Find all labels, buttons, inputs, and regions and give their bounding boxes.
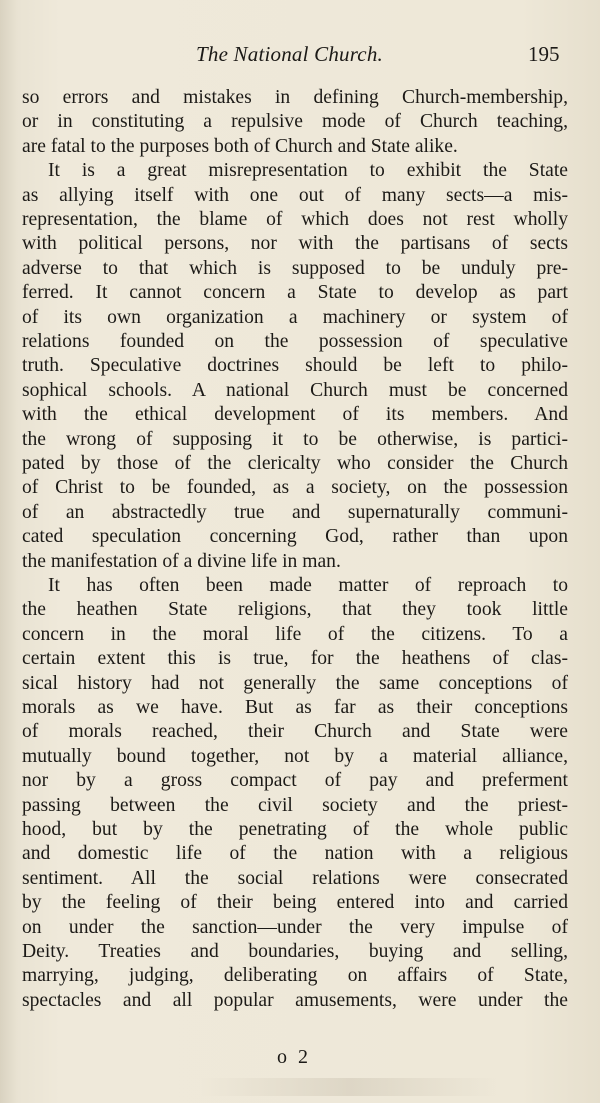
text-line: It is a great misrepresentation to exhibit the State — [48, 160, 568, 182]
text-line: sical history had not generally the same conceptions of — [22, 672, 568, 694]
text-line: sophical schools. A national Church must be concerned — [22, 379, 568, 401]
text-line: and domestic life of the nation with a religious — [22, 843, 568, 865]
text-line: or in constituting a repulsive mode of Church teaching, — [22, 111, 568, 133]
text-line: relations founded on the possession of speculative — [22, 331, 568, 352]
text-line: of an abstractedly true and supernaturally communi- — [22, 501, 568, 523]
text-line: mutually bound together, not by a material alliance, — [22, 745, 568, 767]
text-line: truth. Speculative doctrines should be left to philo- — [22, 355, 568, 377]
text-line: as allying itself with one out of many sects—a mis- — [22, 184, 568, 206]
text-line: nor by a gross compact of pay and preferment — [22, 770, 568, 792]
text-line: with the ethical development of its members. And — [22, 404, 568, 426]
text-line: representation, the blame of which does not rest wholly — [22, 209, 568, 230]
text-line: marrying, judging, deliberating on affairs of State, — [22, 965, 568, 987]
running-head — [0, 42, 600, 74]
text-line: morals as we have. But as far as their conceptions — [22, 697, 568, 718]
text-line: spectacles and all popular amusements, were under the — [22, 989, 568, 1011]
text-line: of its own organization a machinery or system of — [22, 306, 568, 328]
signature-mark: o 2 — [277, 1046, 311, 1068]
text-line: of Christ to be founded, as a society, on the possession — [22, 477, 568, 499]
text-line: hood, but by the penetrating of the whole public — [22, 819, 568, 840]
text-line: It has often been made matter of reproach to — [48, 575, 568, 596]
text-line: are fatal to the purposes both of Church and State alike. — [22, 135, 458, 157]
text-line: of morals reached, their Church and State were — [22, 721, 568, 743]
text-line: Deity. Treaties and boundaries, buying and selling, — [22, 941, 568, 962]
text-line: so errors and mistakes in defining Church-membership, — [22, 87, 568, 108]
text-line: on under the sanction—under the very impulse of — [22, 916, 568, 938]
text-line: pated by those of the clericalty who consider the Church — [22, 453, 568, 474]
text-line: the manifestation of a divine life in man. — [22, 550, 341, 572]
bleed-through-shadow — [200, 1078, 500, 1096]
text-line: ferred. It cannot concern a State to develop as part — [22, 282, 568, 304]
running-title: The National Church. — [196, 42, 383, 66]
text-line: by the feeling of their being entered into and carried — [22, 892, 568, 914]
page-number: 195 — [528, 42, 560, 66]
text-line: the wrong of supposing it to be otherwise, is partici- — [22, 428, 568, 450]
text-line: certain extent this is true, for the heathens of clas- — [22, 648, 568, 670]
text-line: cated speculation concerning God, rather than upon — [22, 526, 568, 548]
text-line: the heathen State religions, that they took little — [22, 599, 568, 621]
text-line: concern in the moral life of the citizens. To a — [22, 623, 568, 645]
text-line: sentiment. All the social relations were consecrated — [22, 867, 568, 889]
text-line: adverse to that which is supposed to be unduly pre- — [22, 257, 568, 279]
text-line: passing between the civil society and the priest- — [22, 794, 568, 816]
text-line: with political persons, nor with the partisans of sects — [22, 233, 568, 255]
